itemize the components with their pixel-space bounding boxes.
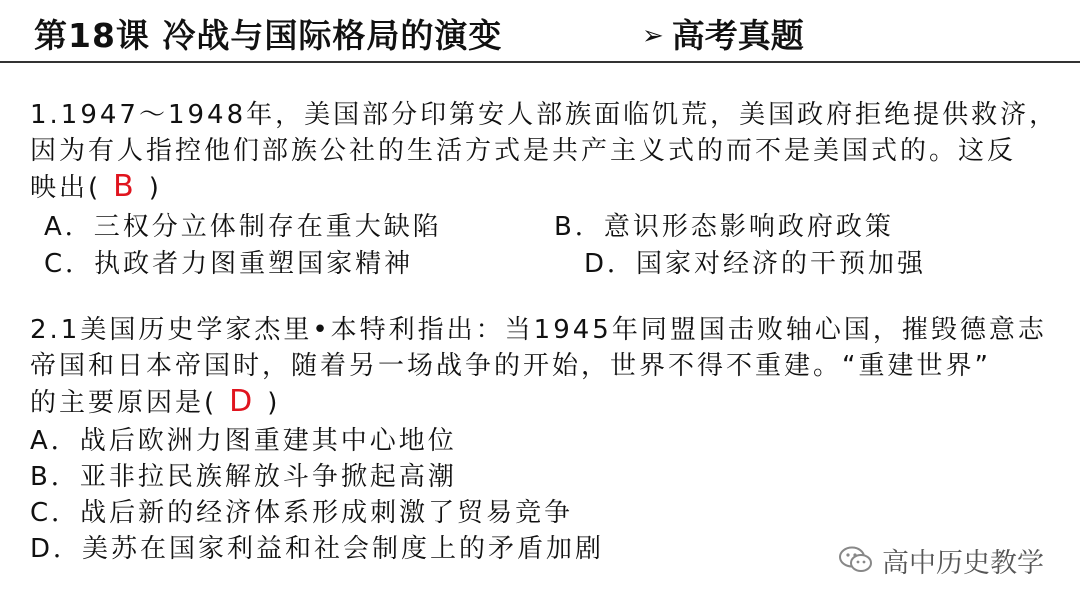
question-2-option-d: D．美苏在国家利益和社会制度上的矛盾加剧 [30, 534, 605, 564]
question-1-option-c: C．执政者力图重塑国家精神 [44, 249, 414, 279]
question-1-option-b: B．意识形态影响政府政策 [554, 212, 894, 242]
question-1 [30, 97, 1058, 205]
question-2-option-a: A．战后欧洲力图重建其中心地位 [30, 426, 457, 456]
question-1-answer: B [113, 169, 137, 204]
question-2 [30, 312, 1047, 420]
header-divider [0, 61, 1080, 63]
section-label-text: 高考真题 [671, 16, 804, 55]
question-1-line-3 [30, 169, 1058, 205]
page-title: 第18课 冷战与国际格局的演变 [34, 16, 503, 55]
question-2-option-b: B．亚非拉民族解放斗争掀起高潮 [30, 462, 457, 492]
question-1-line-1: 1.1947～1948年，美国部分印第安人部族面临饥荒，美国政府拒绝提供救济， [30, 100, 1059, 130]
question-2-answer: D [229, 384, 256, 419]
question-2-line-1: 2.1美国历史学家杰里•本特利指出：当1945年同盟国击败轴心国，摧毁德意志 [30, 315, 1047, 345]
question-2-stem-end: 的主要原因是( [30, 388, 218, 418]
question-2-line-2: 帝国和日本帝国时，随着另一场战争的开始，世界不得不重建。“重建世界” [30, 351, 991, 381]
question-1-line-2: 因为有人指控他们部族公社的生活方式是共产主义式的而不是美国式的。这反 [30, 136, 1017, 166]
question-1-close: ) [148, 173, 162, 203]
wechat-icon [838, 545, 874, 575]
header [0, 0, 1080, 62]
question-2-line-3 [30, 384, 1047, 420]
question-1-stem-end: 映出( [30, 173, 102, 203]
question-1-option-d: D．国家对经济的干预加强 [584, 249, 927, 279]
arrow-icon: ➢ [642, 21, 664, 51]
watermark-text: 高中历史教学 [882, 547, 1044, 579]
section-label [642, 10, 804, 57]
question-1-option-a: A．三权分立体制存在重大缺陷 [44, 212, 442, 242]
question-2-option-c: C．战后新的经济体系形成刺激了贸易竞争 [30, 498, 574, 528]
watermark [838, 543, 1044, 577]
question-2-close: ) [267, 388, 281, 418]
